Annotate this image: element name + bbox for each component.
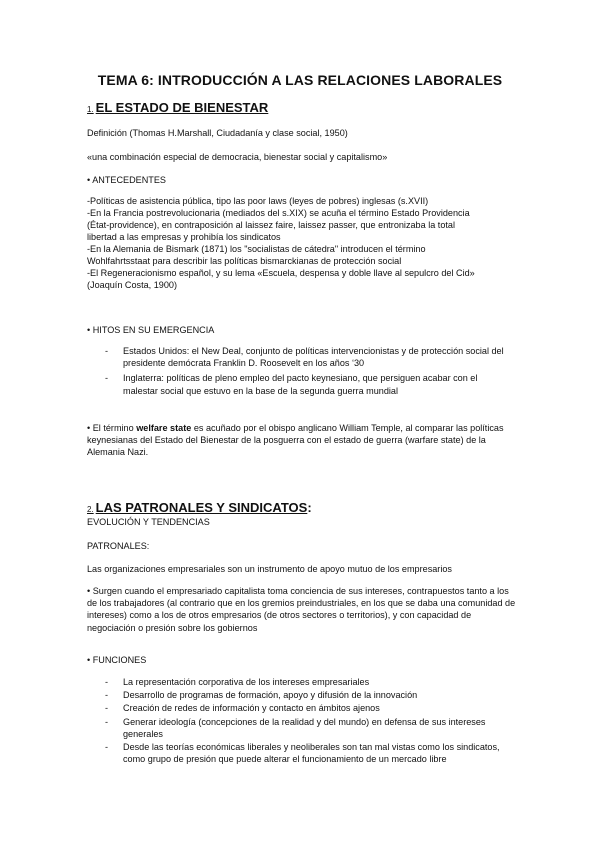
funciones-item-4: - Generar ideología (concepciones de la realidad y del mundo) en defensa de sus intereses generales (105, 716, 510, 740)
antecedentes-line-8: (Joaquín Costa, 1900) (87, 280, 177, 290)
funciones-item-5: - Desde las teorías económicas liberales y neoliberales son tan mal vistas como los sindicatos, como grupo de presión que puede alterar el funcionamiento de un mercado libre (105, 741, 510, 765)
definition-quote: «una combinación especial de democracia, bienestar social y capitalismo» (87, 152, 388, 162)
funciones-item-3: - Creación de redes de información y contacto en ámbitos ajenos (105, 702, 510, 714)
funciones-list (105, 676, 510, 766)
section-1-heading (87, 100, 268, 115)
hitos-item-uk: - Inglaterra: políticas de pleno empleo del pacto keynesiano, que persiguen acabar con el malestar social que estuvo en la base de la segunda guerra mundial (105, 372, 510, 396)
hitos-item-usa: - Estados Unidos: el New Deal, conjunto de políticas intervencionistas y de protección social del presidente demócrata Franklin D. Roosevelt en los años ‘30 (105, 345, 510, 369)
funciones-item-1: - La representación corporativa de los intereses empresariales (105, 676, 510, 688)
antecedentes-line-4: libertad a las empresas y prohibía los sindicatos (87, 232, 281, 242)
patronales-label: PATRONALES: (87, 541, 150, 551)
hitos-label: • HITOS EN SU EMERGENCIA (87, 324, 517, 336)
section-1-title: EL ESTADO DE BIENESTAR (95, 100, 269, 115)
section-2-number: 2. (87, 505, 94, 514)
antecedentes-line-7: -El Regeneracionismo español, y su lema «Escuela, despensa y doble llave al sepulcro del Cid» (87, 268, 475, 278)
definition-line: Definición (Thomas H.Marshall, Ciudadanía y clase social, 1950) (87, 128, 348, 138)
antecedentes-label: • ANTECEDENTES (87, 174, 517, 186)
section-2-heading (87, 500, 312, 515)
section-1-number: 1. (87, 105, 94, 114)
antecedentes-line-6: Wohlfahrtsstaat para describir las políticas bismarckianas de protección social (87, 256, 402, 266)
funciones-label: • FUNCIONES (87, 654, 517, 666)
evolucion-label: EVOLUCIÓN Y TENDENCIAS (87, 517, 210, 527)
antecedentes-line-5: -En la Alemania de Bismark (1871) los "socialistas de cátedra" introducen el término (87, 244, 426, 254)
section-2-title: LAS PATRONALES Y SINDICATOS (95, 500, 308, 515)
patronales-definition: Las organizaciones empresariales son un instrumento de apoyo mutuo de los empresarios (87, 564, 452, 574)
document-title: TEMA 6: INTRODUCCIÓN A LAS RELACIONES LABORALES (97, 72, 503, 88)
section-2-colon: : (307, 500, 312, 515)
antecedentes-line-2: -En la Francia postrevolucionaria (mediados del s.XIX) se acuña el término Estado Providencia (87, 208, 470, 218)
welfare-term: welfare state (136, 423, 192, 433)
welfare-post: es acuñado por el obispo anglicano William Temple, al comparar las políticas keynesianas del Estado del Bienestar de la posguerra con el estado de guerra (warfare state) de la Alemania Nazi. (87, 423, 504, 458)
welfare-pre: El término (92, 423, 137, 433)
surgen-text: Surgen cuando el empresariado capitalista toma conciencia de sus intereses, contrapuestos tanto a los de los trabajadores (al contrario que en los gremios preindustriales, en los que se daba una comunidad de intereses) como a los de otros empresarios (de otros sectores o territorios), y con capacidad de negociación o presión sobre los gobiernos (87, 586, 516, 633)
antecedentes-line-1: -Políticas de asistencia pública, tipo las poor laws (leyes de pobres) inglesas (s.XVII) (87, 196, 429, 206)
antecedentes-line-3: (État-providence), en contraposición al laissez faire, laissez passer, que entronizaba la total (87, 220, 455, 230)
welfare-state-paragraph: • El término welfare state es acuñado por el obispo anglicano William Temple, al comparar las políticas keynesianas del Estado del Bienestar de la posguerra con el estado de guerra (warfare state) de la Alemania Nazi. (87, 423, 504, 458)
funciones-item-2: - Desarrollo de programas de formación, apoyo y difusión de la innovación (105, 689, 510, 701)
hitos-list (105, 345, 510, 400)
surgen-paragraph: • Surgen cuando el empresariado capitalista toma conciencia de sus intereses, contrapuestos tanto a los de los trabajadores (al contrario que en los gremios preindustriales, en los que se daba una comunidad de intereses) como a los de otros empresarios (de otros sectores o territorios), y con capacidad de negociación o presión sobre los gobiernos (87, 586, 516, 633)
